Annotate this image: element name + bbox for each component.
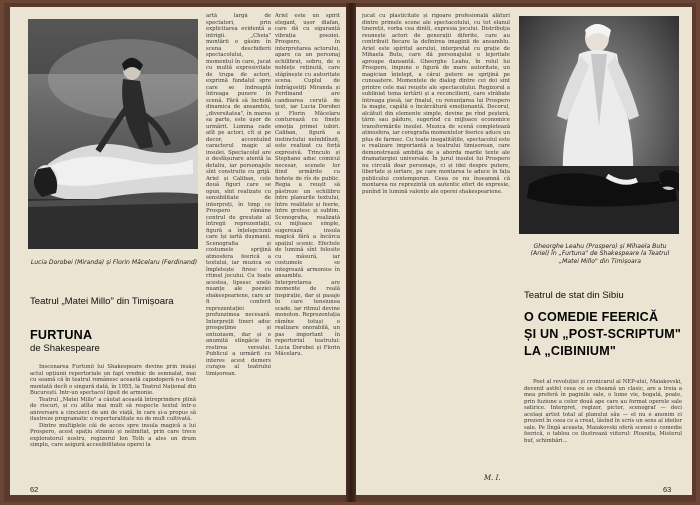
left-right-column	[275, 13, 340, 489]
right-photo-caption: Gheorghe Leahu (Prospero) și Mihaela Butu (Ariel) în „Furtuna" de Shakespeare la Teatrul „Matei Millo" din Timișoara	[530, 243, 670, 265]
right-main-column	[362, 13, 510, 469]
intro-paragraph: Dintre multiplele căi de acces spre insula magică a lui Prospero, acest spațiu straniu și nelimitat, prin care trece exploratorul nostru, regizorul Ion Toth a ales un drum simplu, care asigură accesibilitatea operei la	[30, 422, 196, 448]
left-intro-column	[30, 364, 196, 492]
left-heading-theater: Teatrul „Matei Millo" din Timișoara	[30, 296, 174, 307]
left-heading-author: de Shakespeare	[30, 343, 100, 354]
right-heading-title-line-2: ȘI UN „POST-SCRIPTUM"	[524, 327, 682, 341]
page-number-left: 62	[30, 485, 39, 494]
right-heading-theater: Teatrul de stat din Sibiu	[524, 290, 624, 301]
left-heading-title: FURTUNA	[30, 328, 93, 342]
left-page-photo	[28, 19, 198, 249]
column-text: jucat cu plasticitate și rigoare profesională alături dintre primele scene ale spectacolului, cu tot elanul tinereții, vorba cea dintîi, expresia jocului. Distribuția reunește actori de generații diferite, care au contribuit fiecare la definirea imaginii de ansamblu. Ariel este spiritul aerului, interpretat cu grație de Mihaela Butu, care dă personajului o lejeritate aproape dansantă. Gheorghe Leahu, în rolul lui Prospero, impune o figură de mare autoritate, un magician înțelept, a cărui putere se sprijină pe cunoaștere. Momentele de dialog dintre cei doi sînt printre cele mai reușite ale spectacolului. Regizorul a subliniat tema iertării și a reconcilierii, care străbate întreaga piesă, iar finalul, cu renunțarea lui Prospero la magie, capătă o încărcătură emoționantă. Decorul, alcătuit din elemente simple, devine pe rînd peșteră, țărm sau pădure, sugerînd cu mijloace economice transformările insulei. Muzica de scenă completează atmosfera, iar coregrafia momentelor feerice aduce un plus de farmec. Cu toate inegalitățile, spectacolul este o realizare importantă a teatrului timișorean, care demonstrează ambiția de a aborda marile texte ale dramaturgiei universale. În jurul insulei lui Prospero nu circulă doar personaje, ci și idei despre putere, libertate și iertare, pe care montarea le aduce în fața publicului contemporan. Ceea ce nu înseamnă că montarea nu reprezintă un autentic efort de expresie, punînd în lumină valențe ale operei shakespeariene.	[362, 13, 510, 195]
right-heading-title-line-1: O COMEDIE FEERICĂ	[524, 310, 659, 324]
right-page-photo	[519, 16, 679, 234]
right-heading-title-line-3: LA „CIBINIUM"	[524, 344, 617, 358]
intro-paragraph: Inscenarea Furtunii lui Shakespeare devine prin însăși actul opțiunii repertoriale un fapt vrednic de semnalat, mai cu seamă că în teatrul românesc această capodoperă n-a fost montată decît o singură dată, în 1955, la Teatrul Național din București. Intr-un spectacol lipsit de armonie.	[30, 364, 196, 396]
book-gutter	[346, 3, 356, 502]
right-page	[356, 7, 692, 495]
book-spread	[4, 3, 696, 502]
column-text: Ariel este un spirit elegant, ușor diafan, care dă cu siguranță vibrația poeziei. Prospero, în interpretarea actorului, apare ca un personaj echilibrat, sobru, de o noblețe reținută, care stăpînește cu autoritate scena. Cuplul de îndrăgostiți Miranda și Ferdinand are candoarea cerută de text, iar Lucia Dorobei și Florin Măcelaru conturează cu finețe emoția primei iubiri. Caliban, figură a instinctului neîmblînzit, este realizat cu forță expresivă. Trinculo și Stephano aduc comicul necesar, scenele lor fiind urmărite cu hohote de rîs de public. Regia a reușit să păstreze un echilibru între planurile textului, între realitate și feerie, între grotesc și sublim. Scenografia, realizată cu mijloace simple, sugerează insula magică fără a încărca spațiul scenic. Efectele de lumină sînt folosite cu măsură, iar costumele se integrează armonios în ansamblu. Interpretarea are momente de reală inspirație, dar și pasaje în care tensiunea scade, iar ritmul devine monoton. Reprezentația rămîne totuși o realizare onorabilă, un pas important în repertoriul teatrului: Lucia Dorobei și Florin Măcelaru.	[275, 13, 340, 357]
right-intro-column	[524, 379, 682, 487]
left-page	[10, 7, 346, 495]
left-middle-column	[206, 13, 271, 489]
page-number-right: 63	[663, 485, 672, 494]
column-text: Poet al revoluției și cronicarul al NEP-ului, Maiakovski, devenit astfel ceea ce se cheamă un clasic, are a treia a mea preferă în paginile sale, o lume vie, bogată, poate, prin fuziune a celor două ape care au format operele sale satirice. Interpret, regizor, pictor, scenograf — deci același artist total al planului său — el nu e anonim ci prezent în ceea ce a creat, lăsînd în scris un sens al ideilor sale. Pe lîngă aceasta, Maiakovski oferă scenei o comedie feerică, o tablou ce ilustrează viitorul: Ploșnița, Misterul buf, schimbări...	[524, 379, 682, 444]
column-text: artă largă de spectatori, prin explicitarea evidentă a intrigii. „Cheia" montării o găsim în scena deschiderii spectacolului, momentul în care, jucat cu multă expresivitate de trupa de actori, exprimă fundalul spre care se îndreaptă întreaga punere în scenă. Fără să închidă dinamica de ansamblu, „diversitatea", în marea sa parte, este ușor de urmărit. Lumina cade atît pe actori, cît și pe decor, accentuînd caracterul magic al insulei. Spectacolul are o desfășurare atentă la detaliu, iar personajele sînt construite cu grijă. Ariel și Caliban, cele două figuri care se opun, sînt realizate cu sensibilitate de interpreți, în timp ce Prospero rămâne centrul de greutate al întregii reprezentații, figură a înțelepciunii care își iartă dușmanii. Scenografia și costumele sprijină atmosfera feerică a textului, iar muzica se împletește firesc cu ritmul jocului. Cu toate acestea, lipsesc unele nuanțe ale poeziei shakespeariene, care ar fi conferit reprezentației profunzimea necesară. Interpreții tineri aduc prospețime și entuziasm, dar și o anumită stîngăcie în rostirea versului. Publicul a urmărit cu interes acest demers curajos al teatrului timișorean.	[206, 13, 271, 377]
left-photo-caption: Lucia Dorobei (Miranda) și Florin Măcelaru (Ferdinand)	[30, 259, 198, 266]
intro-paragraph: Teatrul „Matei Millo" a căutat această întreprindere plină de riscuri, și cu atîta mai mult să respecte textul într-o aniversare a cincizeci de ani de viață, în care și-a propus să ilustreze programatic o reperturalitate nu de mult cultivată.	[30, 396, 196, 422]
article-signature: M. I.	[484, 474, 501, 482]
